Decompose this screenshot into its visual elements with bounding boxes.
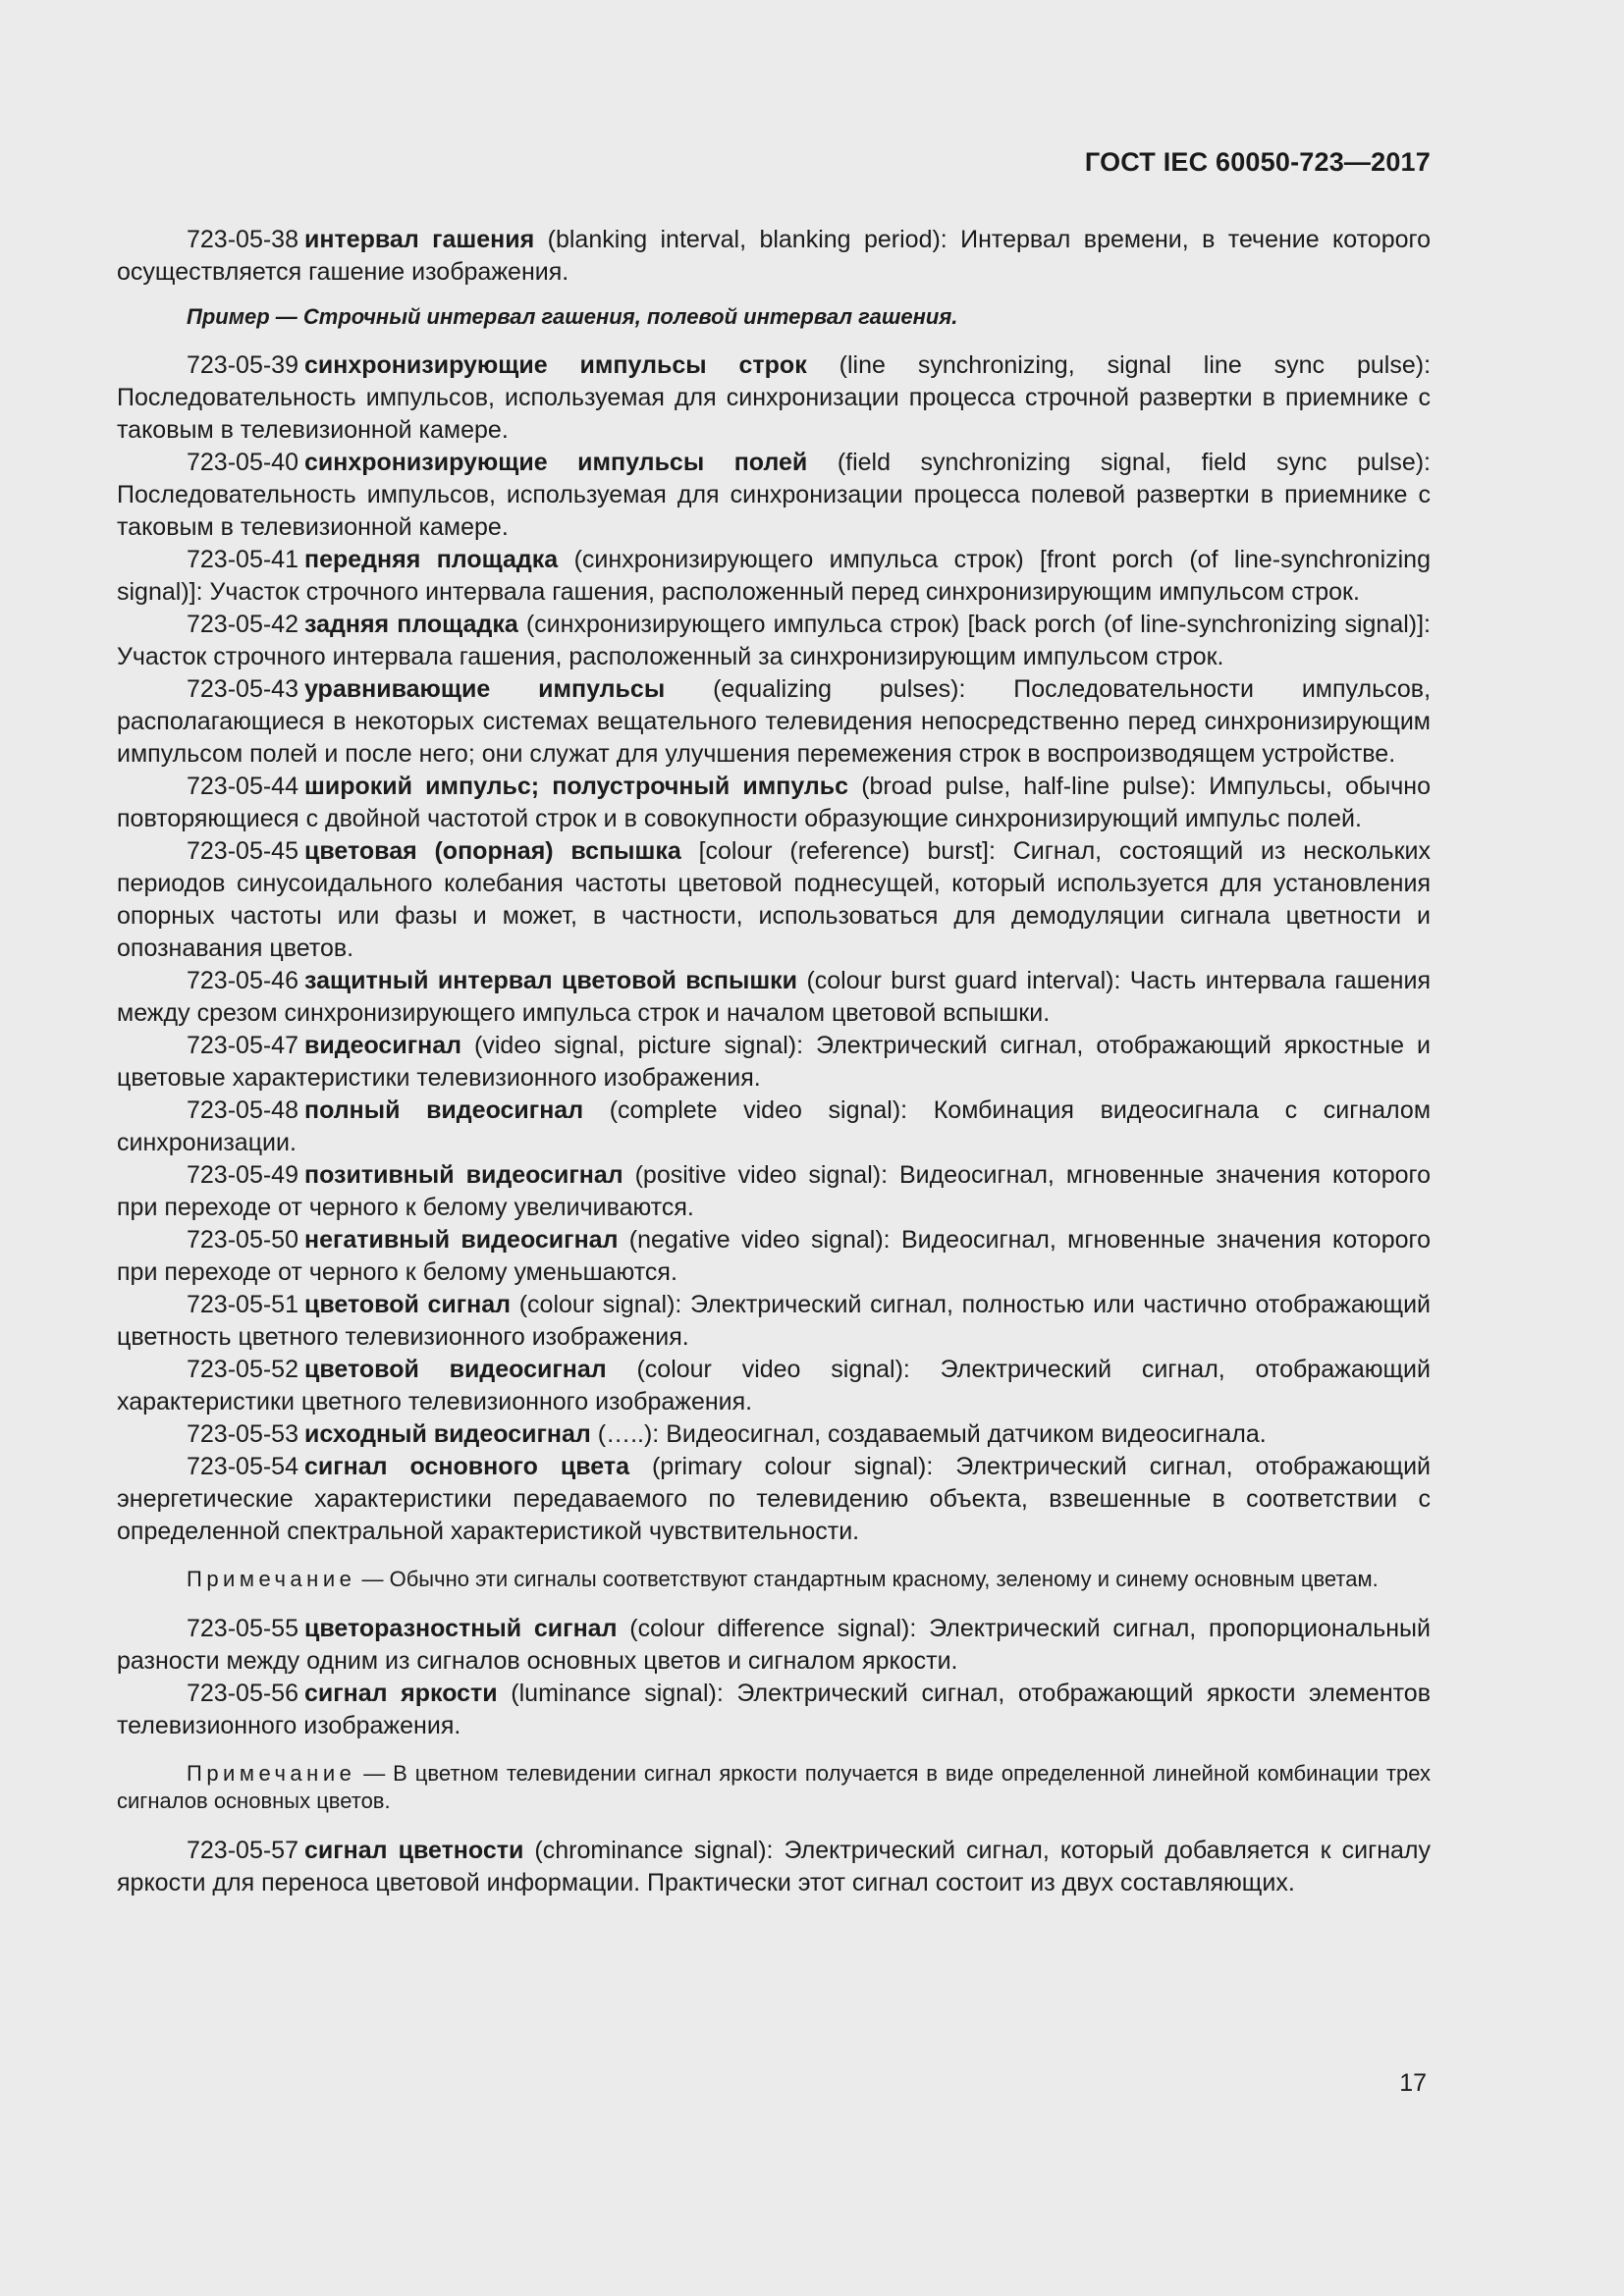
entry-term: цветовой сигнал	[303, 1291, 512, 1318]
entry-term: интервал гашения	[303, 226, 535, 253]
term-entry	[117, 1030, 1431, 1095]
entry-number: 723-05-55	[187, 1615, 298, 1642]
entry-term: синхронизирующие импульсы полей	[303, 449, 808, 476]
entry-definition: (chrominance signal): Электрический сигнал, который добавляется к сигналу яркости для переноса цветовой информации. Практически этот сигнал состоит из двух составляющих.	[117, 1837, 1431, 1896]
entry-number: 723-05-41	[187, 546, 298, 573]
entry-number: 723-05-48	[187, 1096, 298, 1124]
entry-term: синхронизирующие импульсы строк	[303, 351, 807, 379]
note-label: Примечание	[187, 1567, 356, 1591]
entry-definition: (field synchronizing signal, field sync pulse): Последовательность импульсов, используемая для синхронизации процесса полевой развертки в приемнике с таковым в телевизионной камере.	[117, 449, 1432, 541]
entry-term: уравнивающие импульсы	[303, 675, 666, 703]
entry-definition: (complete video signal): Комбинация видеосигнала с сигналом синхронизации.	[117, 1096, 1431, 1156]
entry-number: 723-05-52	[187, 1356, 298, 1383]
entry-term: широкий импульс; полустрочный импульс	[303, 773, 849, 800]
term-entry	[117, 1613, 1431, 1678]
entry-number: 723-05-45	[187, 837, 298, 865]
entry-number: 723-05-39	[187, 351, 298, 379]
term-entry	[117, 544, 1431, 609]
term-entry	[117, 1095, 1431, 1159]
entry-number: 723-05-46	[187, 967, 298, 994]
entry-term: позитивный видеосигнал	[303, 1161, 623, 1189]
entry-definition: (video signal, picture signal): Электрический сигнал, отображающий яркостные и цветовые характеристики телевизионного изображения.	[117, 1032, 1431, 1092]
entry-number: 723-05-40	[187, 449, 298, 476]
entry-number: 723-05-44	[187, 773, 298, 800]
entry-number: 723-05-42	[187, 611, 298, 638]
term-entry	[117, 771, 1431, 835]
example-text: Пример — Строчный интервал гашения, полевой интервал гашения.	[187, 304, 958, 329]
entry-definition: (blanking interval, blanking period): Интервал времени, в течение которого осуществляется гашение изображения.	[117, 226, 1431, 286]
entry-number: 723-05-47	[187, 1032, 298, 1059]
entry-definition: (luminance signal): Электрический сигнал, отображающий яркости элементов телевизионного изображения.	[117, 1680, 1431, 1739]
entry-definition: (positive video signal): Видеосигнал, мгновенные значения которого при переходе от черного к белому увеличиваются.	[117, 1161, 1431, 1221]
entry-term: цветовая (опорная) вспышка	[303, 837, 681, 865]
entry-term: цветовой видеосигнал	[303, 1356, 607, 1383]
term-entry	[117, 1835, 1431, 1899]
term-entry	[117, 1678, 1431, 1742]
entry-term: защитный интервал цветовой вспышки	[303, 967, 798, 994]
document-header: ГОСТ IEC 60050-723—2017	[1084, 147, 1431, 177]
entry-term: сигнал яркости	[303, 1680, 498, 1707]
term-entry	[117, 224, 1431, 289]
entry-definition: (colour video signal): Электрический сигнал, отображающий характеристики цветного телевизионного изображения.	[117, 1356, 1431, 1415]
entry-definition: (синхронизирующего импульса строк) [front porch (of line-synchronizing signal)]: Участок строчного интервала гашения, расположенный перед синхронизирующим импульсом строк.	[117, 546, 1431, 606]
term-entry	[117, 1354, 1431, 1418]
entry-number: 723-05-50	[187, 1226, 298, 1254]
entry-term: сигнал цветности	[303, 1837, 524, 1864]
note	[117, 1760, 1431, 1815]
entry-term: полный видеосигнал	[303, 1096, 584, 1124]
entry-definition: (negative video signal): Видеосигнал, мгновенные значения которого при переходе от черного к белому уменьшаются.	[117, 1226, 1431, 1286]
entry-number: 723-05-56	[187, 1680, 298, 1707]
entry-term: задняя площадка	[303, 611, 518, 638]
term-entry	[117, 1451, 1431, 1548]
entry-definition: (equalizing pulses): Последовательности импульсов, располагающиеся в некоторых системах вещательного телевидения непосредственно перед синхронизирующим импульсом полей и после него; они служат для улучшения перемежения строк в воспроизводящем устройстве.	[117, 675, 1432, 768]
entry-number: 723-05-38	[187, 226, 298, 253]
term-entry	[117, 1159, 1431, 1224]
term-entry	[117, 1289, 1431, 1354]
term-entry	[117, 349, 1431, 447]
entry-term: видеосигнал	[303, 1032, 462, 1059]
entry-definition: (colour signal): Электрический сигнал, полностью или частично отображающий цветность цветного телевизионного изображения.	[117, 1291, 1431, 1351]
entry-number: 723-05-51	[187, 1291, 298, 1318]
entry-definition: (colour burst guard interval): Часть интервала гашения между срезом синхронизирующего импульса строк и началом цветовой вспышки.	[117, 967, 1431, 1027]
entry-definition: [colour (reference) burst]: Сигнал, состоящий из нескольких периодов синусоидального колебания частоты цветовой поднесущей, который используется для установления опорных частоты или фазы и может, в частности, использоваться для демодуляции сигнала цветности и опознавания цветов.	[117, 837, 1431, 962]
entry-number: 723-05-57	[187, 1837, 298, 1864]
entry-term: негативный видеосигнал	[303, 1226, 619, 1254]
entry-term: сигнал основного цвета	[303, 1453, 629, 1480]
entry-definition: (line synchronizing, signal line sync pulse): Последовательность импульсов, используемая для синхронизации процесса строчной развертки в приемнике с таковым в телевизионной камере.	[117, 351, 1432, 444]
term-entry	[117, 673, 1431, 771]
entry-term: цветоразностный сигнал	[303, 1615, 618, 1642]
entry-number: 723-05-54	[187, 1453, 298, 1480]
term-entry	[117, 447, 1431, 544]
note	[117, 1566, 1431, 1593]
entry-definition: (…..): Видеосигнал, создаваемый датчиком видеосигнала.	[597, 1420, 1267, 1448]
note-text: — Обычно эти сигналы соответствуют стандартным красному, зеленому и синему основным цветам.	[361, 1567, 1379, 1591]
entry-definition: (colour difference signal): Электрический сигнал, пропорциональный разности между одним из сигналов основных цветов и сигналом яркости.	[117, 1615, 1431, 1675]
term-entry	[117, 1224, 1431, 1289]
entry-term: исходный видеосигнал	[303, 1420, 591, 1448]
entry-number: 723-05-49	[187, 1161, 298, 1189]
page-number: 17	[1399, 2069, 1427, 2097]
entry-number: 723-05-53	[187, 1420, 298, 1448]
note-label: Примечание	[187, 1761, 356, 1786]
entry-number: 723-05-43	[187, 675, 298, 703]
entry-definition: (broad pulse, half-line pulse): Импульсы, обычно повторяющиеся с двойной частотой строк и в совокупности образующие синхронизирующий импульс полей.	[117, 773, 1432, 832]
entry-definition: (primary colour signal): Электрический сигнал, отображающий энергетические характеристики передаваемого по телевидению объекта, взвешенные в соответствии с определенной спектральной характеристикой чувствительности.	[117, 1453, 1432, 1545]
note-text: — В цветном телевидении сигнал яркости получается в виде определенной линейной комбинации трех сигналов основных цветов.	[117, 1761, 1431, 1813]
entry-term: передняя площадка	[303, 546, 559, 573]
term-entry	[117, 965, 1431, 1030]
entry-definition: (синхронизирующего импульса строк) [back porch (of line-synchronizing signal)]: Участок строчного интервала гашения, расположенный за синхронизирующим импульсом строк.	[117, 611, 1431, 670]
document-body	[117, 224, 1431, 1899]
term-entry	[117, 1418, 1431, 1451]
term-entry	[117, 609, 1431, 673]
term-entry	[117, 835, 1431, 965]
